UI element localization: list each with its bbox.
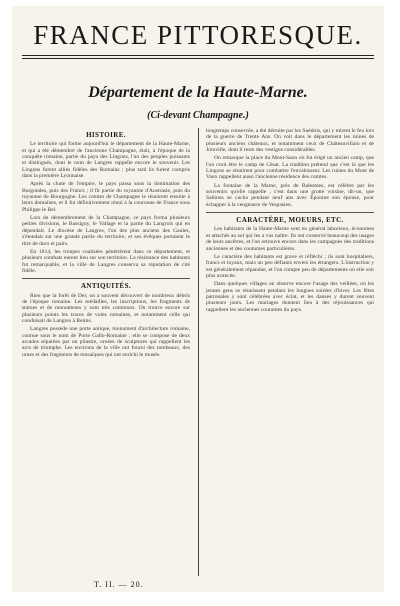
paragraph: La fontaine de la Marne, près de Balesmes, est célèbre par les souvenirs qu'elle rappelle ; c'est dans une grotte voisine, dit-on, que Sabinus se cacha pendant neuf ans avec Éponine son épouse, pour échapper à la vengeance de Vespasien.	[206, 182, 374, 208]
paragraph: Langres possède une porte antique, monument d'architecture romaine, connue sous le nom de Porte Gallo-Romaine ; elle se compose de deux arcades séparées par un pilastre, ornées de sculptures qui rappellent les arcs de triomphe. Les environs de la ville ont fourni des tombeaux, des urnes et des fragments de mosaïques qui ont enrichi le musée.	[22, 326, 190, 358]
masthead-title: FRANCE PITTORESQUE.	[33, 20, 363, 50]
paragraph: Le territoire qui forme aujourd'hui le département de la Haute-Marne, et qui a été démembré de l'ancienne Champagne, était, à l'époque de la conquête romaine, partie du pays des Lingons, l'un des peuples puissants et distingués, dont le nom de Langres rappelle encore le souvenir. Les Lingons furent alliés fidèles des Romains ; plus tard ils furent compris dans la première Lyonnaise.	[22, 141, 190, 180]
column-divider	[198, 128, 199, 576]
department-title: Département de la Haute-Marne.	[88, 84, 308, 101]
masthead-rule-thin	[22, 58, 374, 59]
section-divider	[206, 212, 374, 213]
paragraph: Le caractère des habitants est grave et réfléchi ; ils sont hospitaliers, francs et loyaux, mais un peu défiants envers les étrangers. L'instruction y est généralement répandue, et l'on compte peu de départements où elle soit plus avancée.	[206, 253, 374, 279]
paragraph: Après la chute de l'empire, le pays passa sous la domination des Burgondes, puis des Francs ; il fit partie du royaume d'Austrasie, puis du royaume de Bourgogne. Les comtes de Champagne le réunirent ensuite à leurs domaines, et il fut définitivement réuni à la couronne de France sous Philippe le Bel.	[22, 181, 190, 213]
page-folio: T. II. — 20.	[94, 580, 144, 589]
paragraph: longtemps conservée, a été détruite par les Suédois, qui y mirent le feu lors de la guerre de Trente Ans. On voit dans le département les ruines de plusieurs anciens châteaux, et notamment ceux de Châteauvillain et de Joinville, dont il reste des vestiges considérables.	[206, 128, 374, 154]
former-province: (Ci-devant Champagne.)	[147, 110, 249, 121]
section-heading-caractere: CARACTÈRE, MOEURS, ETC.	[236, 216, 344, 225]
right-column	[206, 128, 374, 576]
masthead-rule	[22, 55, 374, 56]
section-divider	[22, 278, 190, 279]
paragraph: Lors du démembrement de la Champagne, ce pays forma plusieurs petites divisions, le Bassigny, le Vallage et la partie du Langrois qui en dépendait. Le diocèse de Langres, l'un des plus anciens des Gaules, s'étendait sur une grande partie du territoire, et ses évêques portaient le titre de ducs et pairs.	[22, 215, 190, 247]
paragraph: Les habitants de la Haute-Marne sont en général laborieux, économes et attachés au sol qui les a vus naître. Ils ont conservé beaucoup des usages de leurs ancêtres, et l'on retrouve encore dans les campagnes des traditions anciennes et des coutumes particulières.	[206, 226, 374, 252]
paragraph: Dans quelques villages on observe encore l'usage des veillées, où les jeunes gens se réunissent pendant les longues soirées d'hiver. Les fêtes patronales y sont célébrées avec éclat, et les danses y durent souvent plusieurs jours. Les mariages donnent lieu à des réjouissances qui rappellent les anciennes coutumes du pays.	[206, 281, 374, 313]
paragraph: Rien que la forêt de Der, on a souvent découvert de nombreux débris de l'époque romaine. Les médailles, les inscriptions, les fragments de statues et de monuments y sont très communs. On trouve encore sur plusieurs points les traces de voies romaines, et notamment celle qui conduisait de Langres à Reims.	[22, 292, 190, 324]
paragraph: On remarque la place du Mont-Saon où fut érigé un ancien camp, que l'on croit être le camp de César. La tradition prétend que c'est là que les Lingons se réunirent pour combattre l'envahisseur. Les ruines du Mont de Vaux rappellent aussi l'ancienne résidence des comtes.	[206, 155, 374, 181]
left-column	[22, 128, 190, 576]
document-page	[12, 6, 384, 592]
section-heading-antiquites: ANTIQUITÉS.	[80, 282, 132, 291]
section-heading-histoire: HISTOIRE.	[86, 131, 126, 139]
paragraph: En 1814, les troupes coalisées pénétrèrent dans ce département, et plusieurs combats eurent lieu sur son territoire. La résistance des habitants fut remarquable, et la ville de Langres conserva sa réputation de cité fidèle.	[22, 248, 190, 274]
